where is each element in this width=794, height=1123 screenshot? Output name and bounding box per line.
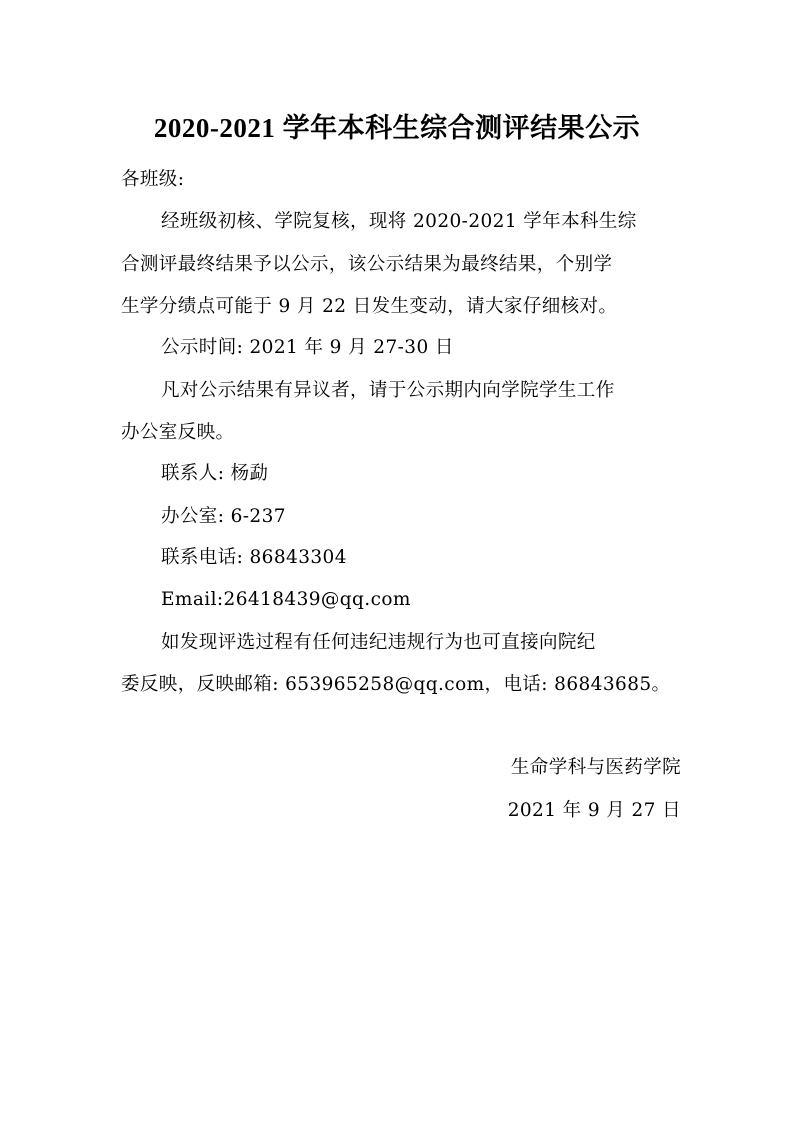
contact-phone: 联系电话: 86843304 [161, 547, 347, 568]
discipline-line1: 如发现评选过程有任何违纪违规行为也可直接向院纪 [161, 632, 596, 653]
objection-line1: 凡对公示结果有异议者，请于公示期内向学院学生工作 [161, 380, 615, 401]
signature-org: 生命学科与医药学院 [510, 757, 681, 778]
paragraph1-line3: 生学分绩点可能于 9 月 22 日发生变动，请大家仔细核对。 [121, 296, 618, 317]
contact-email: Email:26418439@qq.com [161, 589, 411, 610]
contact-person: 联系人: 杨勐 [161, 463, 269, 484]
discipline-line2: 委反映，反映邮箱: 653965258@qq.com，电话: 86843685。 [121, 674, 671, 695]
notice-time: 公示时间: 2021 年 9 月 27-30 日 [161, 337, 454, 358]
paragraph1-line1: 经班级初核、学院复核，现将 2020-2021 学年本科生综 [161, 211, 637, 232]
office: 办公室: 6-237 [161, 506, 286, 527]
salutation: 各班级: [121, 169, 185, 190]
document-title: 2020-2021 学年本科生综合测评结果公示 [153, 113, 641, 143]
signature-date: 2021 年 9 月 27 日 [507, 800, 681, 821]
objection-line2: 办公室反映。 [121, 422, 235, 443]
paragraph1-line2: 合测评最终结果予以公示，该公示结果为最终结果，个别学 [121, 254, 613, 275]
